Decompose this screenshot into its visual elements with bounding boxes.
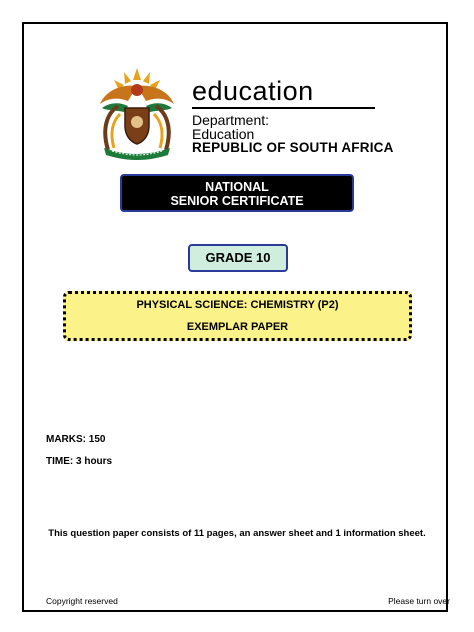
paper-type: EXEMPLAR PAPER <box>186 321 289 333</box>
department-label: Department: <box>192 112 270 128</box>
marks-label: MARKS: 150 <box>46 434 106 445</box>
education-title: education <box>192 76 314 106</box>
grade-box: GRADE 10 <box>188 244 288 272</box>
coat-of-arms-icon <box>94 64 180 160</box>
title-underline <box>192 107 375 109</box>
turn-over-footer: Please turn over <box>388 596 450 606</box>
certificate-line-1: NATIONAL <box>205 180 269 194</box>
copyright-footer: Copyright reserved <box>46 596 118 606</box>
certificate-line-2: SENIOR CERTIFICATE <box>170 194 304 208</box>
subject-title: PHYSICAL SCIENCE: CHEMISTRY (P2) <box>136 299 339 311</box>
country-name: REPUBLIC OF SOUTH AFRICA <box>192 140 394 155</box>
page-count-note: This question paper consists of 11 pages, an answer sheet and 1 information sheet. <box>48 528 426 539</box>
department-name: Education <box>192 126 255 142</box>
time-label: TIME: 3 hours <box>46 456 113 467</box>
certificate-box <box>120 174 354 212</box>
subject-box <box>63 291 412 341</box>
